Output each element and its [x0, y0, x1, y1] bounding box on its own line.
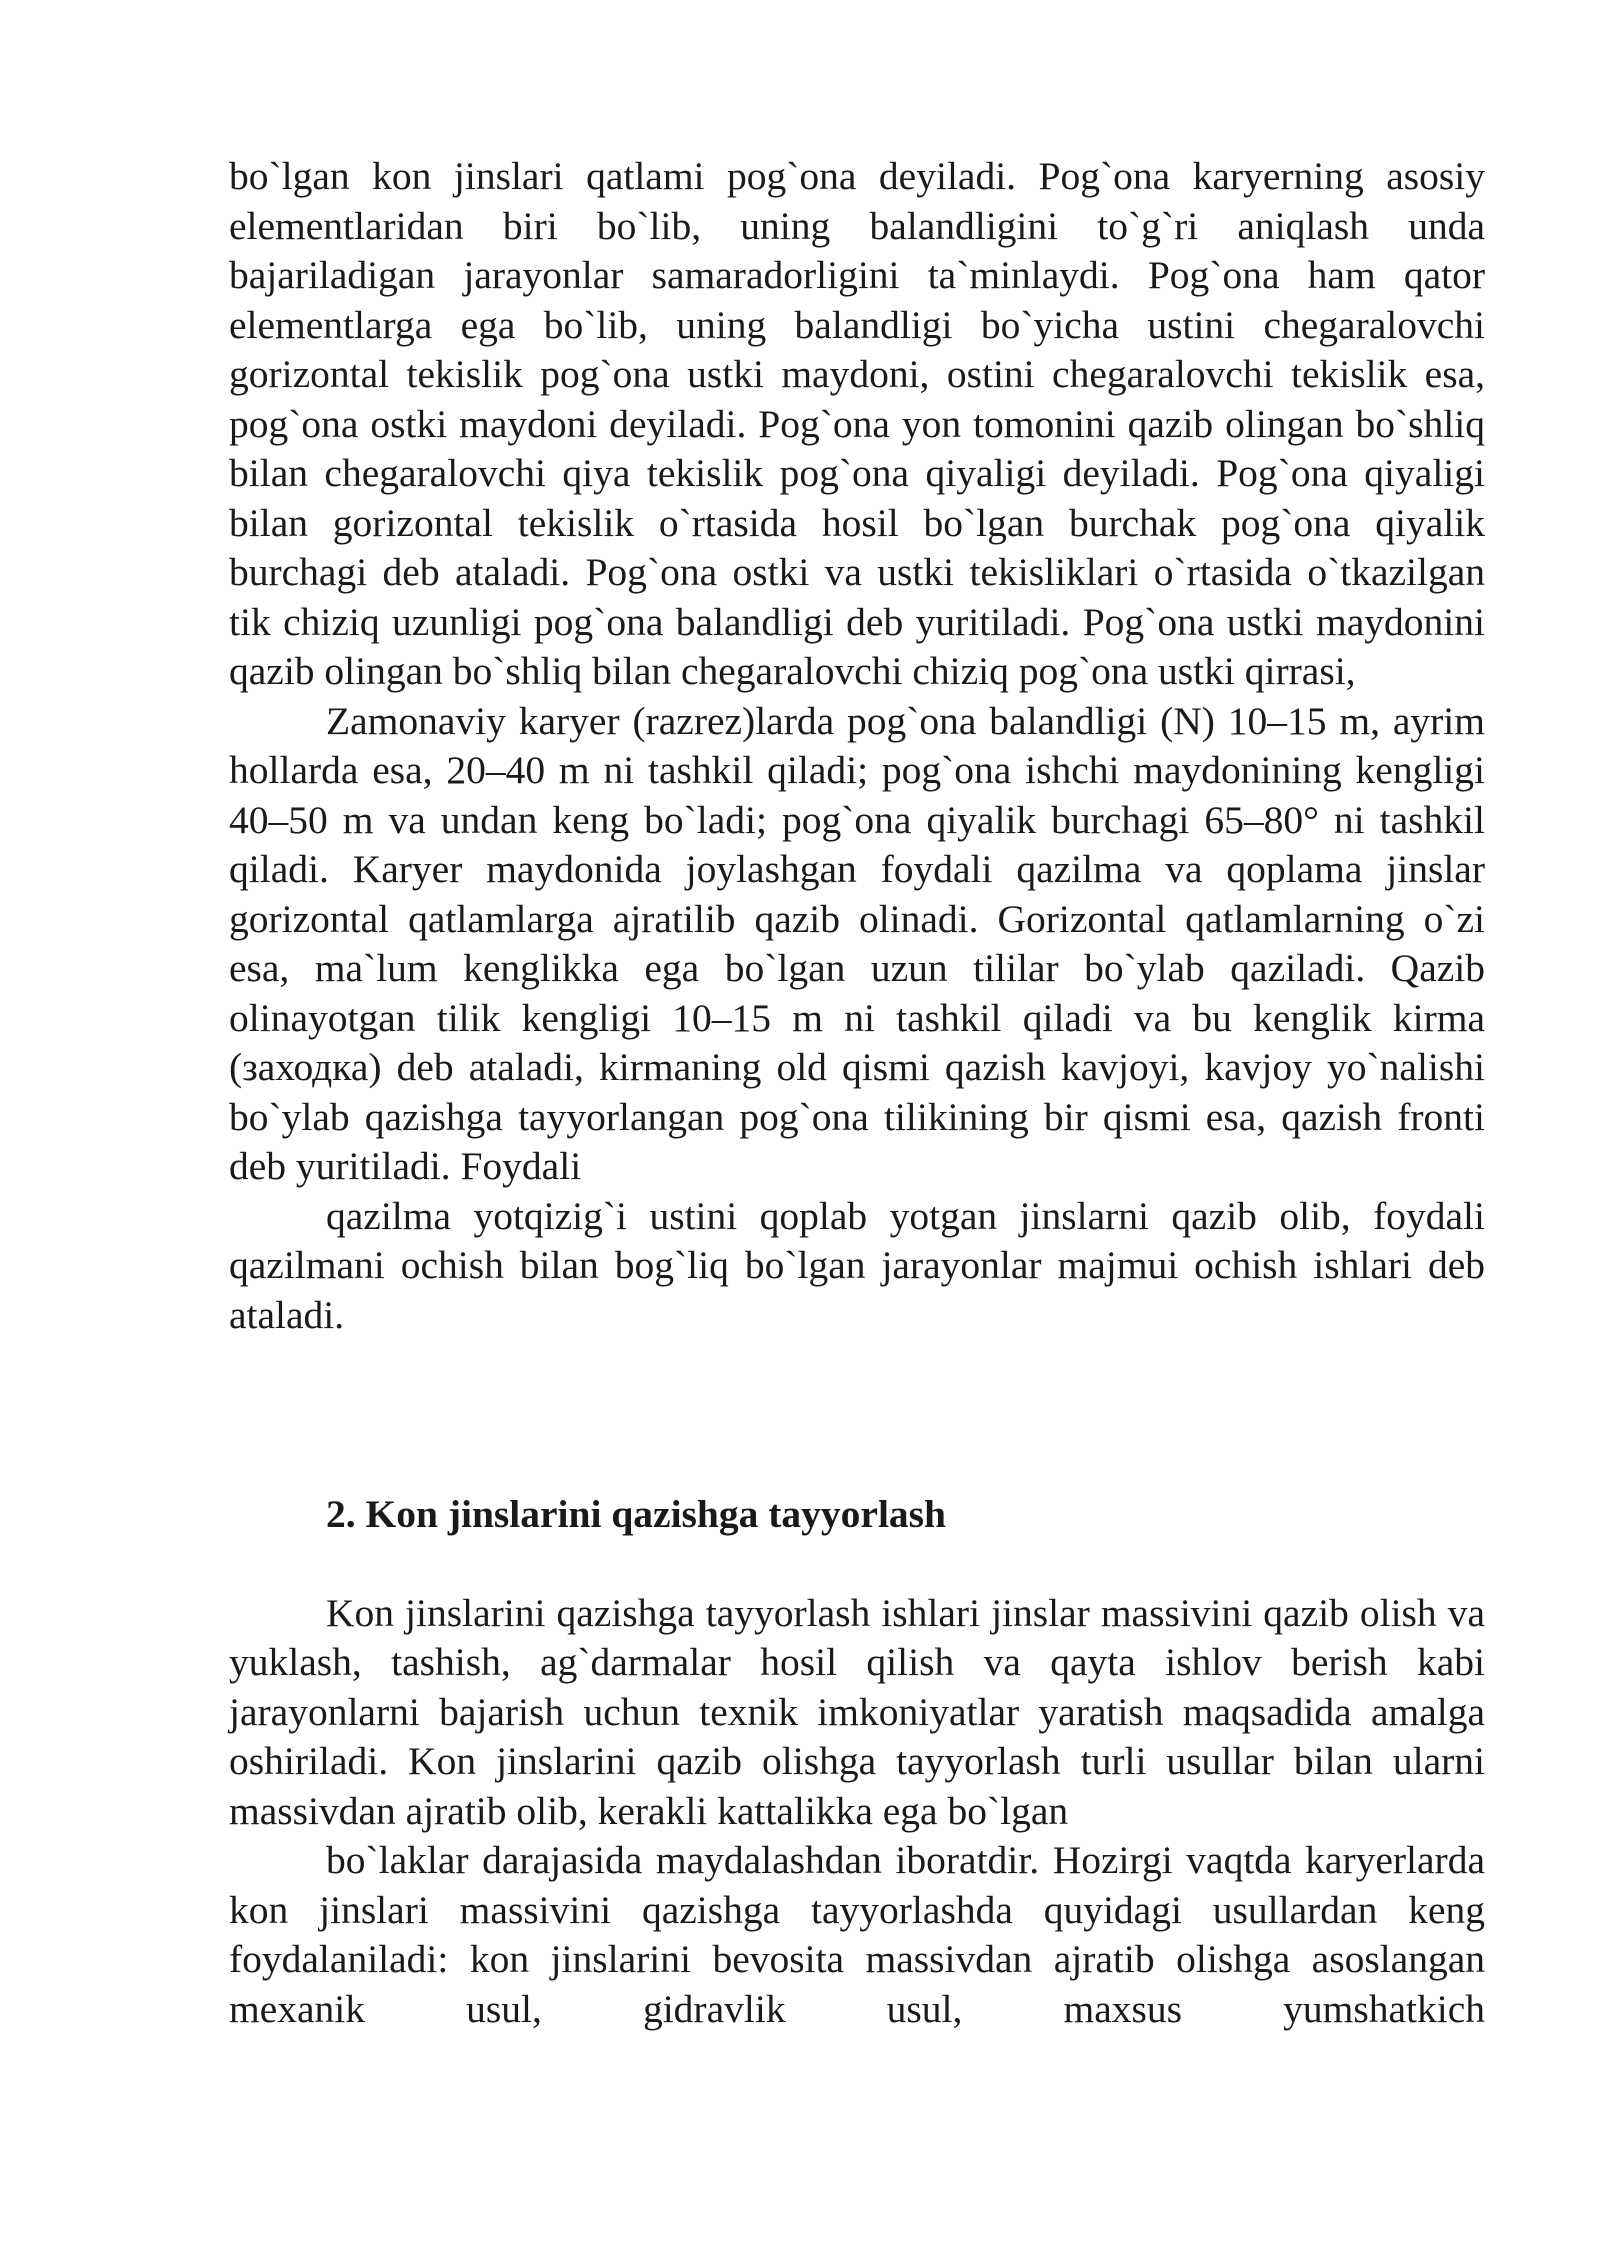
paragraph-1: bo`lgan kon jinslari qatlami pog`ona deyiladi. Pog`ona karyerning asosiy elementlaridan biri bo`lib, uning balandligini to`g`ri aniqlash unda bajariladigan jarayonlar samaradorligini ta`minlaydi. Pog`ona ham qator elementlarga ega bo`lib, uning balandligi bo`yicha ustini chegaralovchi gorizontal tekislik pog`ona ustki maydoni, ostini chegaralovchi tekislik esa, pog`ona ostki maydoni deyiladi. Pog`ona yon tomonini qazib olingan bo`shliq bilan chegaralovchi qiya tekislik pog`ona qiyaligi deyiladi. Pog`ona qiyaligi bilan gorizontal tekislik o`rtasida hosil bo`lgan burchak pog`ona qiyalik burchagi deb ataladi. Pog`ona ostki va ustki tekisliklari o`rtasida o`tkazilgan tik chiziq uzunligi pog`ona balandligi deb yuritiladi. Pog`ona ustki maydonini qazib olingan bo`shliq bilan chegaralovchi chiziq pog`ona ustki qirrasi, [229, 154, 1485, 693]
heading-spacer [229, 1540, 1485, 1589]
paragraph-4: Kon jinslarini qazishga tayyorlash ishlari jinslar massivini qazib olish va yuklash, tashish, ag`darmalar hosil qilish va qayta ishlov berish kabi jarayonlarni bajarish uchun texnik imkoniyatlar yaratish maqsadida amalga oshiriladi. Kon jinslarini qazib olishga tayyorlash turli usullar bilan ularni massivdan ajratib olib, kerakli kattalikka ega bo`lgan [229, 1590, 1485, 1833]
document-body [229, 152, 1485, 2034]
section-heading: 2. Kon jinslarini qazishga tayyorlash [326, 1492, 947, 1536]
section-spacer [229, 1340, 1485, 1490]
paragraph-5: bo`laklar darajasida maydalashdan iboratdir. Hozirgi vaqtda karyerlarda kon jinslari massivini qazishga tayyorlashda quyidagi usullardan keng foydalaniladi: kon jinslarini bevosita massivdan ajratib olishga asoslangan mexanik usul, gidravlik usul, maxsus yumshatkich [229, 1838, 1485, 2031]
paragraph-3: qazilma yotqizig`i ustini qoplab yotgan jinslarni qazib olib, foydali qazilmani ochish bilan bog`liq bo`lgan jarayonlar majmui ochish ishlari deb ataladi. [229, 1193, 1485, 1337]
paragraph-2: Zamonaviy karyer (razrez)larda pog`ona balandligi (N) 10–15 m, ayrim hollarda esa, 20–40 m ni tashkil qiladi; pog`ona ishchi maydonining kengligi 40–50 m va undan keng bo`ladi; pog`ona qiyalik burchagi 65–80° ni tashkil qiladi. Karyer maydonida joylashgan foydali qazilma va qoplama jinslar gorizontal qatlamlarga ajratilib qazib olinadi. Gorizontal qatlamlarning o`zi esa, ma`lum kenglikka ega bo`lgan uzun tililar bo`ylab qaziladi. Qazib olinayotgan tilik kengligi 10–15 m ni tashkil qiladi va bu kenglik kirma (заходка) deb ataladi, kirmaning old qismi qazish kavjoyi, kavjoy yo`nalishi bo`ylab qazishga tayyorlangan pog`ona tilikining bir qismi esa, qazish fronti deb yuritiladi. Foydali [229, 698, 1485, 1188]
